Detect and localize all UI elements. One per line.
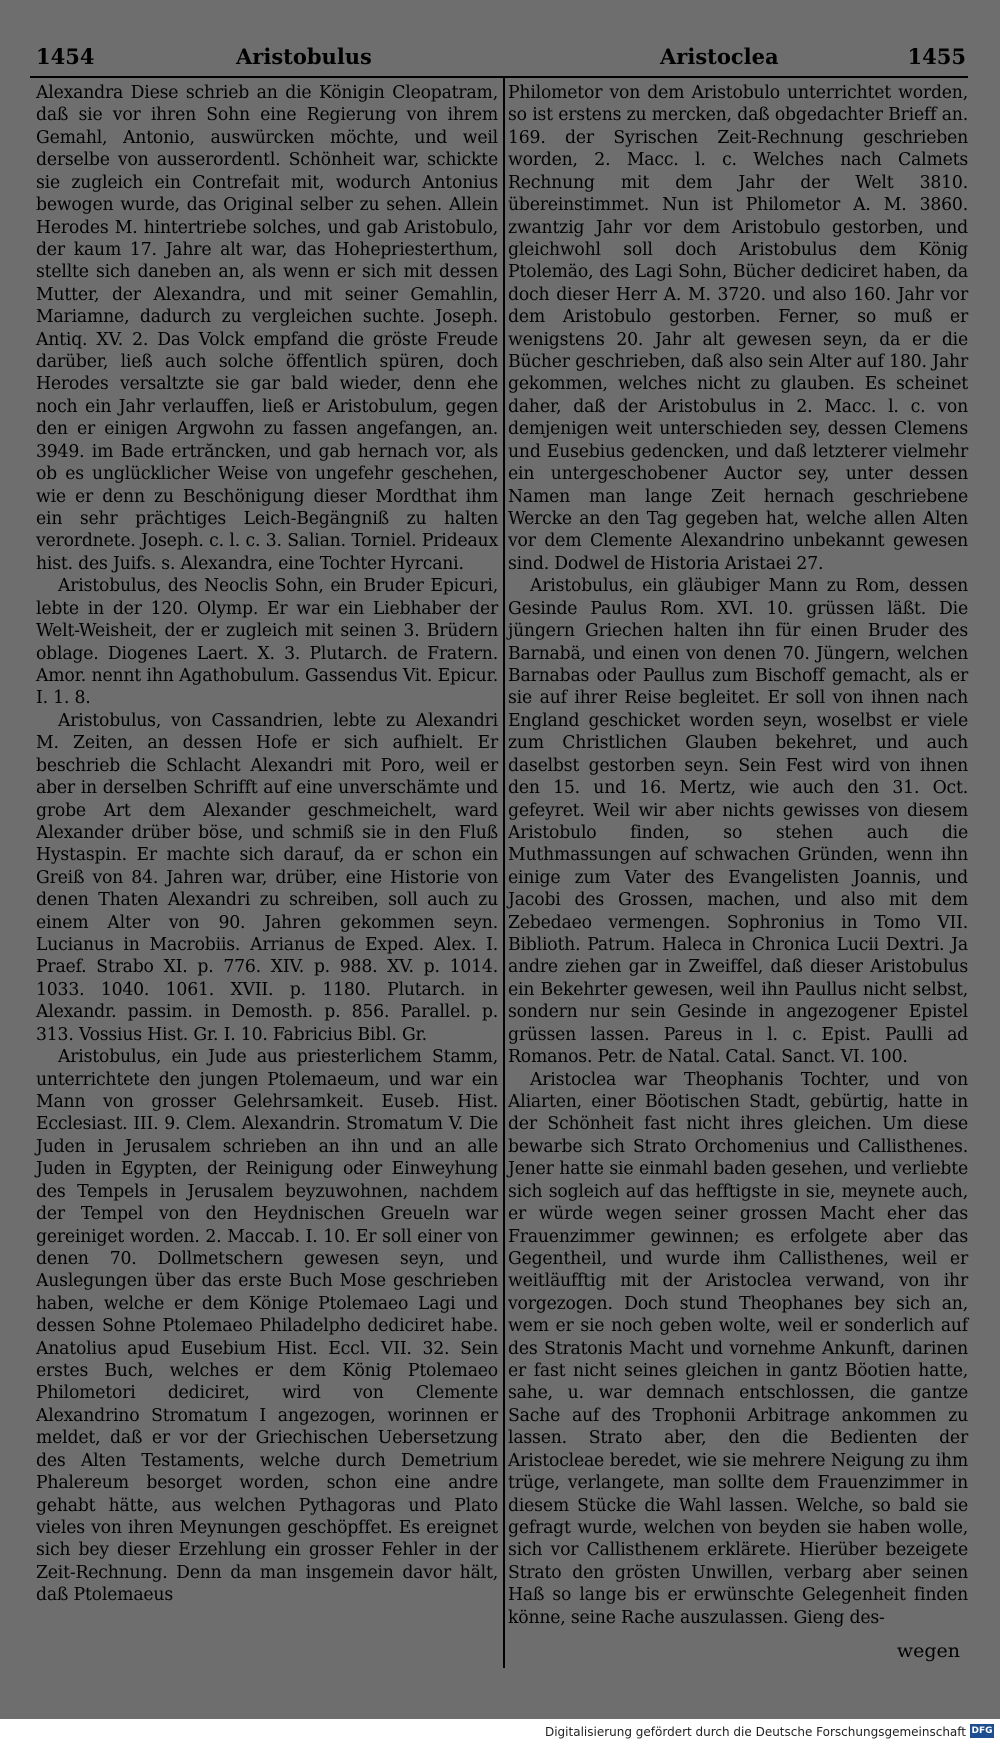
page-header — [30, 38, 968, 76]
entry-paragraph: Aristobulus, ein Jude aus priesterlichem Stamm, unterrichtete den jungen Ptolemaeum, und war ein Mann von grosser Gelehrsamkeit. Euseb. Hist. Ecclesiast. III. 9. Clem. Alexandrin. Stromatum V. Die Juden in Jerusalem schrieben an ihn und an alle Juden in Egypten, der Reinigung oder Einweyhung des Tempels in Jerusalem beyzuwohnen, nachdem der Tempel von den Heydnischen Greueln war gereiniget worden. 2. Maccab. I. 10. Er soll einer von denen 70. Dollmetschern gewesen seyn, und Auslegungen über das erste Buch Mose geschrieben haben, welche er dem Könige Ptolemaeo Lagi und dessen Sohne Ptolemaeo Philadelpho dediciret habe. Anatolius apud Eusebium Hist. Eccl. VII. 32. Sein erstes Buch, welches er dem König Ptolemaeo Philometori dediciret, wird von Clemente Alexandrino Stromatum I angezogen, worinnen er meldet, daß er vor der Griechischen Uebersetzung des Alten Testaments, welche durch Demetrium Phalereum besorget worden, schon eine andre gehabt hätte, aus welchen Pythagoras und Plato vieles von ihren Meynungen geschöpffet. Es ereignet sich bey dieser Erzehlung ein grosser Fehler in der Zeit-Rechnung. Denn da man insgemein davor hält, daß Ptolemaeus — [36, 1047, 498, 1606]
left-column — [36, 82, 498, 1607]
right-running-head: Aristoclea — [660, 44, 779, 69]
column-divider — [503, 78, 505, 1668]
entry-paragraph: Aristobulus, ein gläubiger Mann zu Rom, dessen Gesinde Paulus Rom. XVI. 10. grüssen läßt. Die jüngern Griechen halten ihn für einen Bruder des Barnabä, und einen von denen 70. Jüngern, welchen Barnabas oder Paullus zum Bischoff gemacht, als er sie auf ihrer Reise begleitet. Er soll von ihnen nach England geschicket worden seyn, woselbst er viele zum Christlichen Glauben bekehret, und auch daselbst gestorben seyn. Sein Fest wird von ihnen den 15. und 16. Mertz, wie auch den 31. Oct. gefeyret. Weil wir aber nichts gewisses von diesem Aristobulo finden, so stehen auch die Muthmassungen auf schwachen Gründen, wenn ihn einige zum Vater des Evangelisten Joannis, und Jacobi des Grossen, machen, und also mit dem Zebedaeo vermengen. Sophronius in Tomo VII. Biblioth. Patrum. Haleca in Chronica Lucii Dextri. Ja andre ziehen gar in Zweiffel, daß dieser Aristobulus ein Bekehrter gewesen, weil ihn Paullus nicht selbst, sondern nur sein Gesinde in angezogener Epistel grüssen lassen. Pareus in l. c. Epist. Paulli ad Romanos. Petr. de Natal. Catal. Sanct. VI. 100. — [508, 576, 968, 1068]
entry-paragraph: Aristobulus, von Cassandrien, lebte zu Alexandri M. Zeiten, an dessen Hofe er sich aufhielt. Er beschrieb die Schlacht Alexandri mit Poro, weil er aber in derselben Schrifft auf eine unverschämte und grobe Art dem Alexander geschmeichelt, ward Alexander drüber böse, und schmiß sie in den Fluß Hystaspin. Er machte sich darauf, da er schon ein Greiß von 84. Jahren war, drüber, eine Historie von denen Thaten Alexandri zu schreiben, soll auch zu einem Alter von 90. Jahren gekommen seyn. Lucianus in Macrobiis. Arrianus de Exped. Alex. I. Praef. Strabo XI. p. 776. XIV. p. 988. XV. p. 1014. 1033. 1040. 1061. XVII. p. 1180. Plutarch. in Alexandr. passim. in Demosth. p. 856. Parallel. p. 313. Vossius Hist. Gr. I. 10. Fabricius Bibl. Gr. — [36, 710, 498, 1045]
left-page-number: 1454 — [36, 44, 95, 69]
entry-paragraph: Alexandra Diese schrieb an die Königin Cleopatram, daß sie vor ihren Sohn eine Regierung von ihrem Gemahl, Antonio, auswürcken möchte, und weil derselbe von ausserordentl. Schönheit war, schickte sie zugleich ein Contrefait mit, wodurch Antonius bewogen wurde, das Original selber zu sehen. Allein Herodes M. hintertriebe solches, und gab Aristobulo, der kaum 17. Jahre alt war, das Hohepriesterthum, stellte sich daneben an, als wenn er sich mit dessen Mutter, der Alexandra, und mit seiner Gemahlin, Mariamne, dadurch zu vergleichen suchte. Joseph. Antiq. XV. 2. Das Volck empfand die gröste Freude darüber, ließ auch solche öffentlich spüren, doch Herodes versaltzte sie gar bald wieder, denn ehe noch ein Jahr verlauffen, ließ er Aristobulum, gegen den er einigen Argwohn zu fassen angefangen, an. 3949. im Bade ertrăncken, und gab hernach vor, als ob es unglücklicher Weise von ungefehr geschehen, wie er denn zu Beschönigung dieser Mordthat ihm ein sehr prächtiges Leich-Begängniß zu halten verordnete. Joseph. c. l. c. 3. Salian. Torniel. Prideaux hist. des Juifs. s. Alexandra, eine Tochter Hyrcani. — [36, 83, 498, 574]
footer-bar — [0, 1719, 1000, 1745]
header-rule — [30, 76, 968, 78]
dfg-logo-icon: DFG — [971, 1726, 993, 1736]
funding-note: Digitalisierung gefördert durch die Deutsche Forschungsgemeinschaft — [544, 1725, 966, 1739]
right-page-number: 1455 — [907, 44, 966, 69]
right-column — [508, 82, 968, 1629]
entry-paragraph: Aristobulus, des Neoclis Sohn, ein Bruder Epicuri, lebte in der 120. Olymp. Er war ein Liebhaber der Welt-Weisheit, der er zugleich mit seinen 3. Brüdern oblage. Diogenes Laert. X. 3. Plutarch. de Fratern. Amor. nennt ihn Agathobulum. Gassendus Vit. Epicur. I. 1. 8. — [36, 576, 498, 709]
catchword: wegen — [896, 1640, 960, 1662]
left-running-head: Aristobulus — [236, 44, 372, 69]
entry-paragraph: Aristoclea war Theophanis Tochter, und von Aliarten, einer Böotischen Stadt, gebürtig, hatte in der Schönheit fast nicht ihres gleichen. Um diese bewarbe sich Strato Orchomenius und Callisthenes. Jener hatte sie einmahl baden gesehen, und verliebte sich sogleich auf das hefftigste in sie, meynete auch, er würde wegen seiner grossen Macht eher das Frauenzimmer gewinnen; es erfolgete aber das Gegentheil, und wurde ihm Callisthenes, weil er weitläufftig mit der Aristoclea verwand, von ihr vorgezogen. Doch stund Theophanes bey sich an, wem er sie noch geben wolte, weil er sonderlich auf des Stratonis Macht und vornehme Ankunft, darinen er fast nicht seines gleichen in gantz Böotien hatte, sahe, u. war demnach entschlossen, die gantze Sache auf des Trophonii Arbitrage ankommen zu lassen. Strato aber, den die Bedienten der Aristocleae beredet, wie sie mehrere Neigung zu ihm trüge, verlangete, man sollte dem Frauenzimmer in diesem Stücke die Wahl lassen. Welche, so bald sie gefragt wurde, welchen von beyden sie haben wolle, sich vor Callisthenem erklärete. Hierüber bezeigete Strato den grösten Unwillen, verbarg aber seinen Haß so lange bis er erwünschte Gelegenheit finden könne, seine Rache auszulassen. Gieng des- — [508, 1069, 968, 1628]
entry-paragraph: Philometor von dem Aristobulo unterrichtet worden, so ist erstens zu mercken, daß obgedachter Brieff an. 169. der Syrischen Zeit-Rechnung geschrieben worden, 2. Macc. l. c. Welches nach Calmets Rechnung mit dem Jahr der Welt 3810. übereinstimmet. Nun ist Philometor A. M. 3860. zwantzig Jahr vor dem Aristobulo gestorben, und gleichwohl soll doch Aristobulus dem König Ptolemäo, des Lagi Sohn, Bücher dediciret haben, da doch dieser Herr A. M. 3720. und also 160. Jahr vor dem Aristobulo gestorben. Ferner, so muß er wenigstens 20. Jahr alt gewesen seyn, da er die Bücher geschrieben, daß also sein Alter auf 180. Jahr gekommen, welches nicht zu glauben. Es scheinet daher, daß der Aristobulus in 2. Macc. l. c. von demjenigen weit unterschieden sey, dessen Clemens und Eusebius gedencken, und daß letzterer vielmehr ein untergeschobener Auctor sey, unter dessen Namen man lange Zeit hernach geschriebene Wercke an den Tag gegeben hat, welche allen Alten vor dem Clemente Alexandrino unbekannt gewesen sind. Dodwel de Historia Aristaei 27. — [508, 83, 968, 574]
